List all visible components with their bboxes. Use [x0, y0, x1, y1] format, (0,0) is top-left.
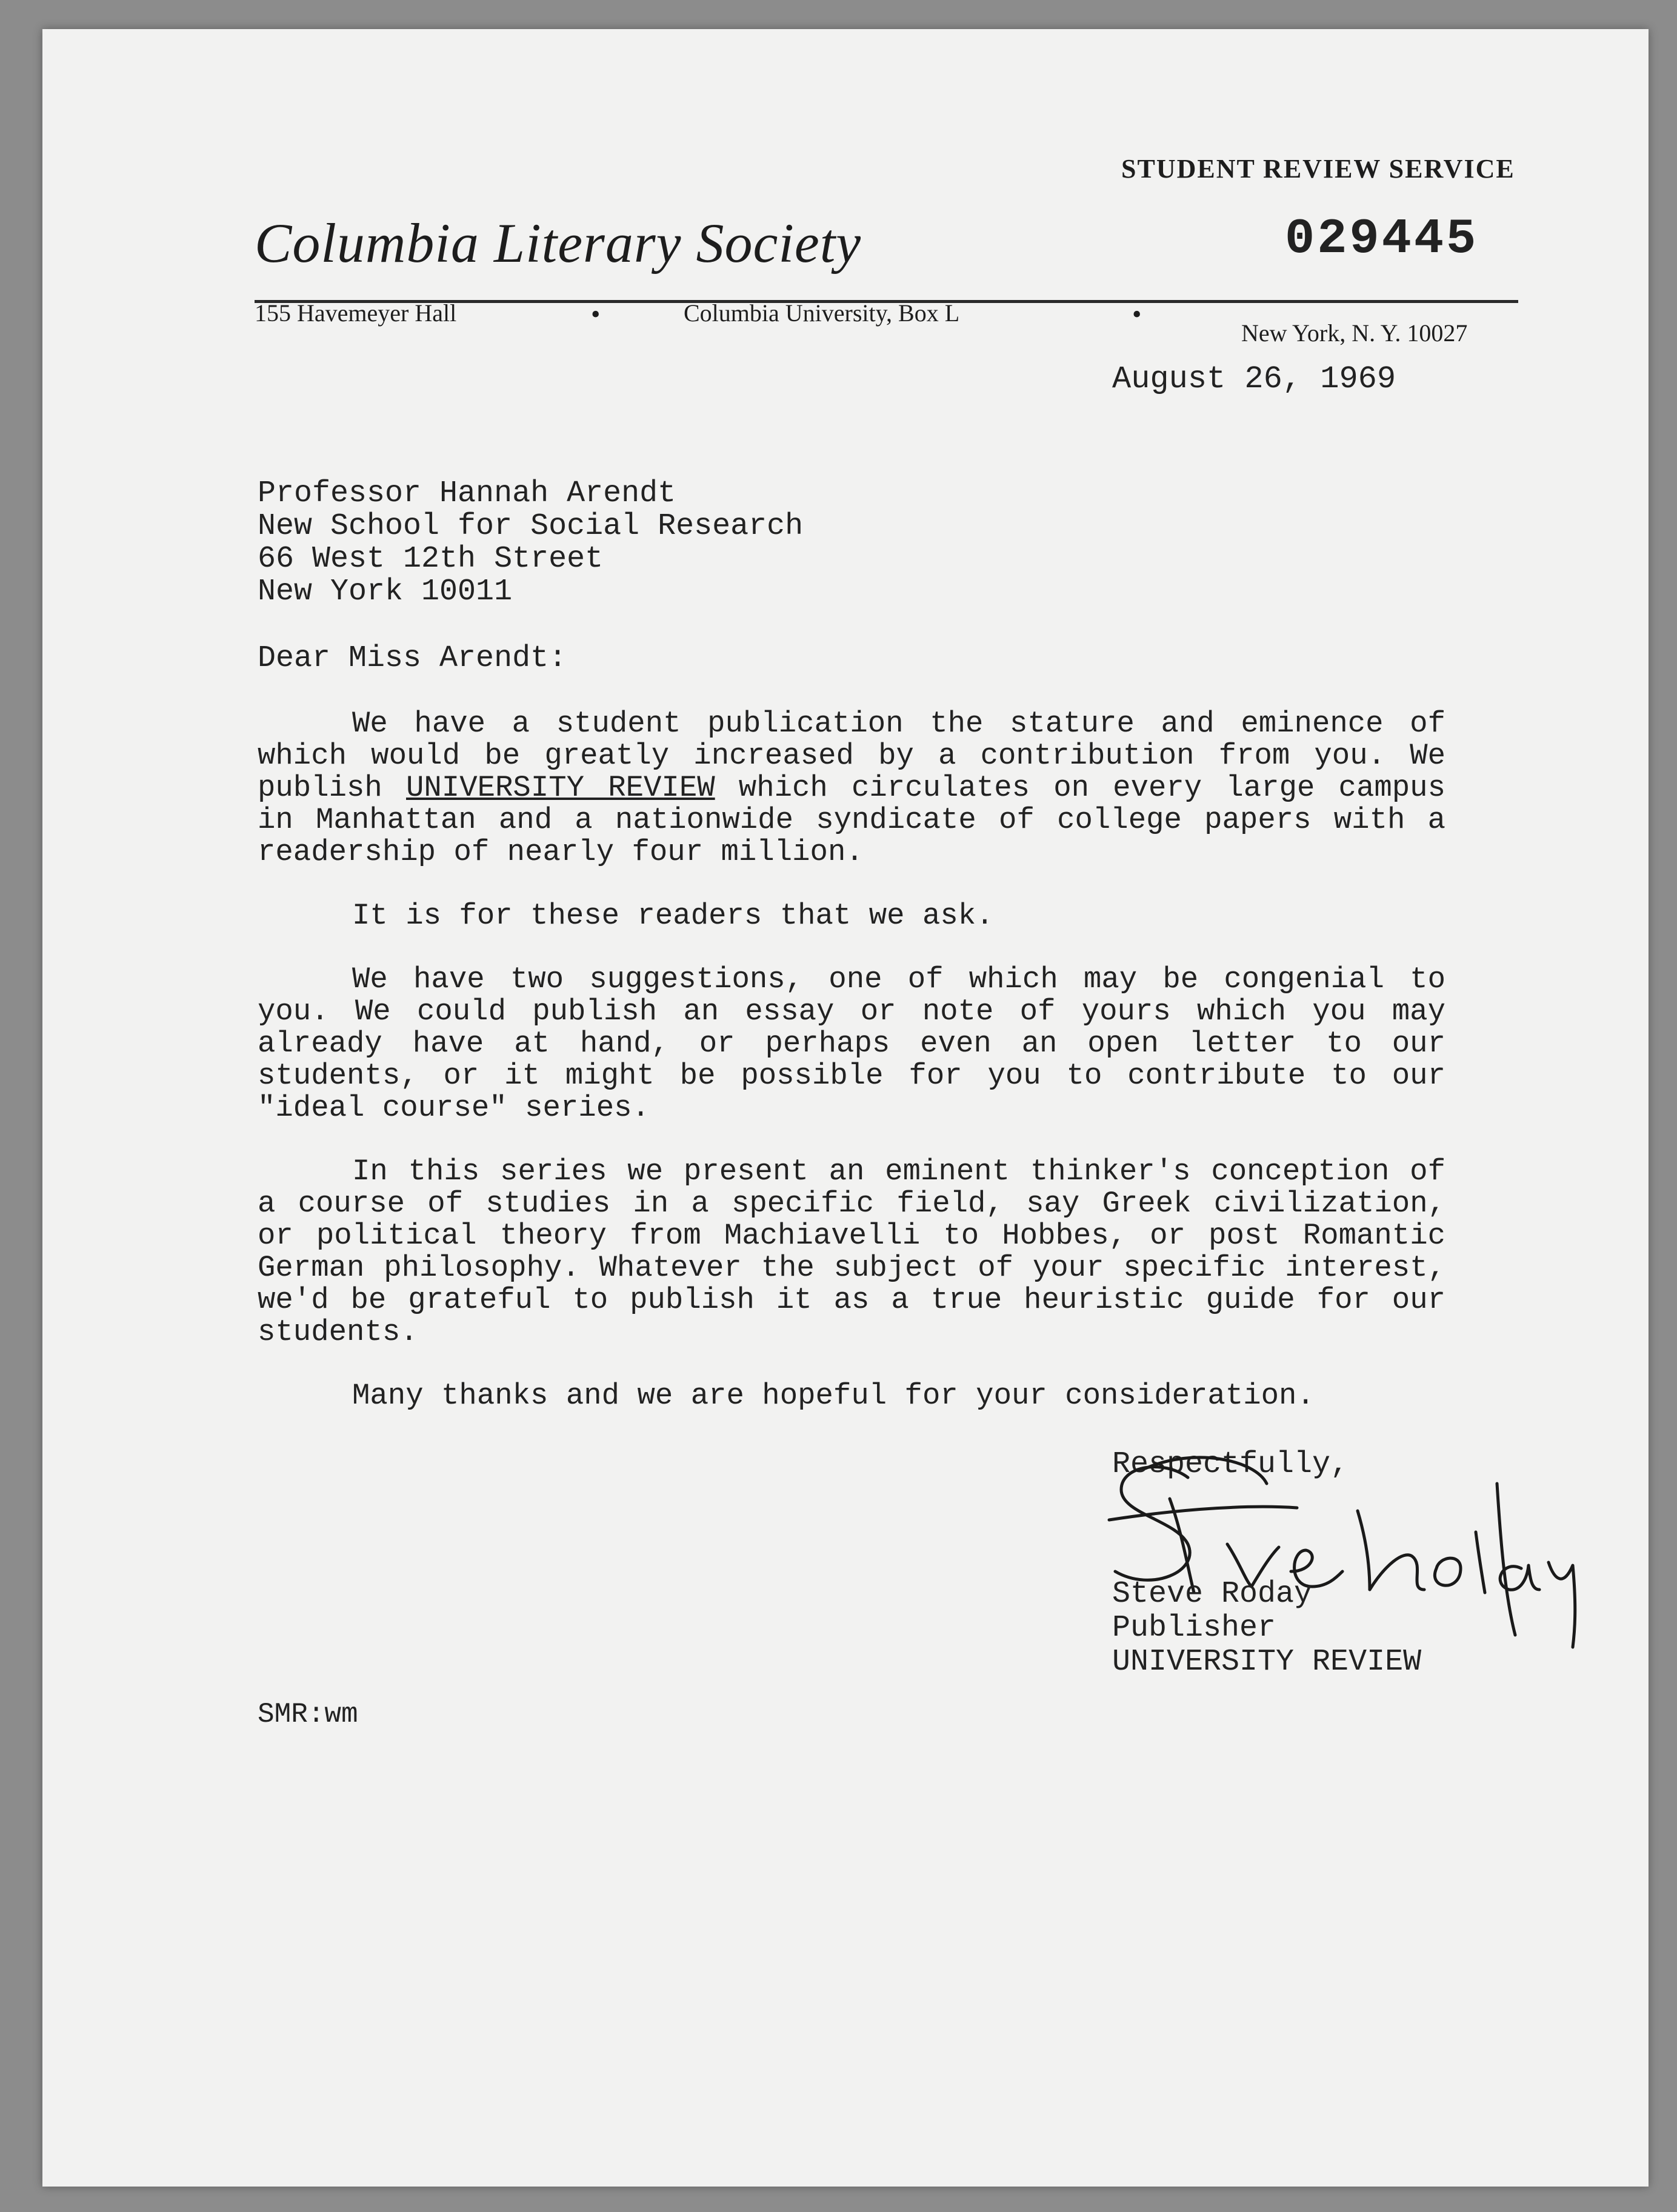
address-separator: • — [1132, 299, 1142, 329]
body-paragraph: It is for these readers that we ask. — [352, 899, 994, 933]
salutation: Dear Miss Arendt: — [258, 641, 567, 676]
body-paragraph: We have two suggestions, one of which may be congenial to you. We could publish an essay or note of yours which you may already have at hand, or perhaps even an open letter to our students, or it might be possible for you to contribute to our "ideal course" series. — [258, 962, 1445, 1125]
body-text: We have a student publication the stature and eminence of which would be greatly increased by a contribution from you. We publish — [258, 707, 1445, 805]
address-hall: 155 Havemeyer Hall — [255, 299, 457, 327]
reference-initials: SMR:wm — [258, 1699, 358, 1730]
letter-page — [42, 29, 1649, 2187]
recipient-street: 66 West 12th Street — [258, 542, 604, 576]
service-label: STUDENT REVIEW SERVICE — [1121, 154, 1515, 184]
publication-title: UNIVERSITY REVIEW — [406, 771, 715, 805]
serial-number: 029445 — [1285, 211, 1479, 267]
recipient-address — [258, 478, 803, 608]
letter-date: August 26, 1969 — [1112, 361, 1396, 397]
signature-block — [1112, 1577, 1421, 1679]
address-city: New York, N. Y. 10027 — [1241, 319, 1468, 347]
signer-name: Steve Roday — [1112, 1577, 1313, 1611]
body-paragraph: In this series we present an eminent thinker's conception of a course of studies in a specific field, say Greek civilization, or political theory from Machiavelli to Hobbes, or post Romantic German philosophy. Whatever the subject of your specific interest, we'd be grateful to publish it as a true heuristic guide for our students. — [258, 1154, 1445, 1349]
body-paragraph — [258, 708, 1445, 868]
recipient-name: Professor Hannah Arendt — [258, 476, 676, 511]
recipient-institution: New School for Social Research — [258, 509, 804, 544]
recipient-city: New York 10011 — [258, 575, 513, 609]
body-paragraph: Many thanks and we are hopeful for your consideration. — [352, 1379, 1315, 1413]
signer-publication: UNIVERSITY REVIEW — [1112, 1645, 1422, 1679]
society-name: Columbia Literary Society — [255, 212, 862, 274]
body-text: which circulates on every large campus in Manhattan and a nationwide syndicate of college papers with a readership of nearly four million. — [258, 771, 1445, 869]
signer-title: Publisher — [1112, 1611, 1276, 1645]
address-separator: • — [591, 299, 601, 329]
letter-body — [258, 708, 1445, 1444]
closing: Respectfully, — [1112, 1447, 1349, 1482]
address-box: Columbia University, Box L — [684, 299, 960, 327]
